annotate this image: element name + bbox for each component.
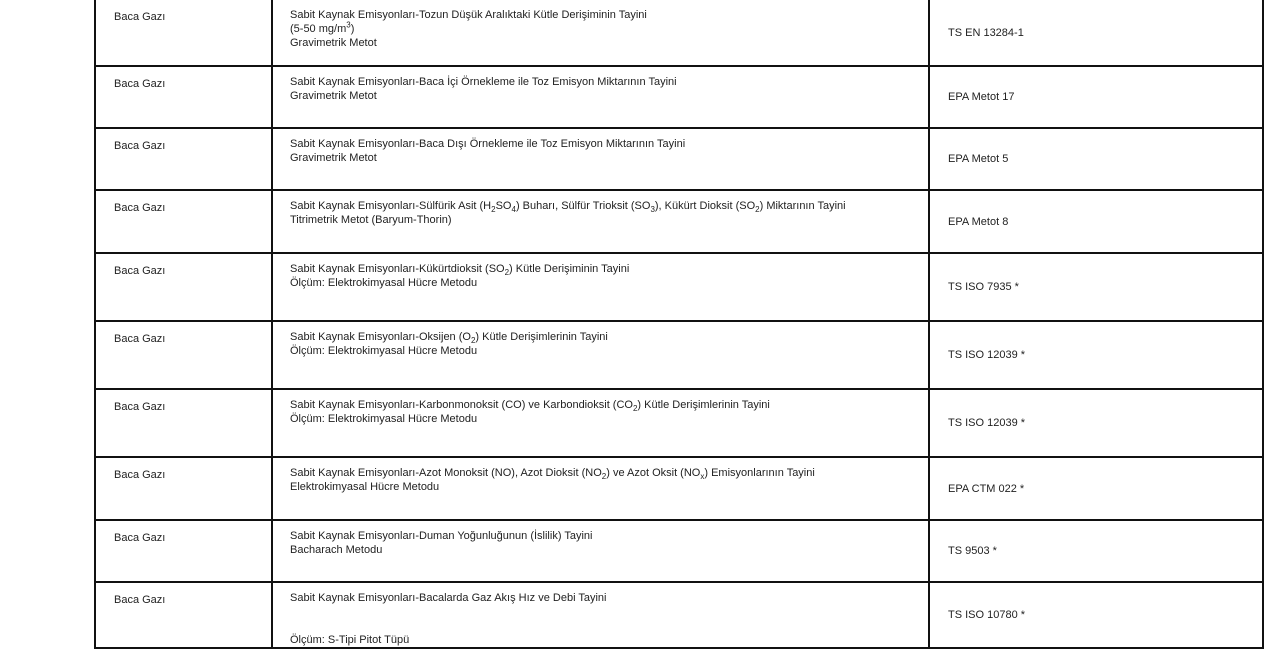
table-row: [95, 0, 1263, 66]
matrix-cell: Baca Gazı: [95, 66, 272, 128]
table-row: [95, 389, 1263, 457]
method-cell: TS ISO 12039 *: [929, 389, 1263, 457]
method-cell: EPA Metot 17: [929, 66, 1263, 128]
description-cell: Sabit Kaynak Emisyonları-Tozun Düşük Aralıktaki Kütle Derişiminin Tayini (5-50 $mg/m^3$) Gravimetrik Metot: [272, 0, 929, 66]
description-cell: Sabit Kaynak Emisyonları-Baca İçi Örnekleme ile Toz Emisyon Miktarının Tayini Gravimetrik Metot: [272, 66, 929, 128]
method-cell: TS EN 13284-1: [929, 0, 1263, 66]
description-cell: Sabit Kaynak Emisyonları-Azot Monoksit (NO), Azot Dioksit $(NO_2)$ ve Azot Oksit $(NO_x)$ Emisyonlarının Tayini Elektrokimyasal Hücre Metodu: [272, 457, 929, 520]
table-row: [95, 520, 1263, 582]
method-cell: TS ISO 12039 *: [929, 321, 1263, 389]
matrix-cell: Baca Gazı: [95, 520, 272, 582]
table-row: [95, 582, 1263, 648]
matrix-cell: Baca Gazı: [95, 321, 272, 389]
method-cell: TS ISO 7935 *: [929, 253, 1263, 321]
matrix-cell: Baca Gazı: [95, 582, 272, 648]
method-cell: EPA Metot 8: [929, 190, 1263, 253]
description-cell: Sabit Kaynak Emisyonları-Bacalarda Gaz Akış Hız ve Debi Tayini Ölçüm: S-Tipi Pitot Tüpü: [272, 582, 929, 648]
matrix-cell: Baca Gazı: [95, 190, 272, 253]
table-row: [95, 457, 1263, 520]
table-row: [95, 66, 1263, 128]
description-cell: Sabit Kaynak Emisyonları-Oksijen $(O_2)$ Kütle Derişimlerinin Tayini Ölçüm: Elektrokimyasal Hücre Metodu: [272, 321, 929, 389]
matrix-cell: Baca Gazı: [95, 457, 272, 520]
description-cell: Sabit Kaynak Emisyonları-Baca Dışı Örnekleme ile Toz Emisyon Miktarının Tayini Gravimetrik Metot: [272, 128, 929, 190]
description-cell: Sabit Kaynak Emisyonları-Karbonmonoksit (CO) ve Karbondioksit $(CO_2)$ Kütle Derişimlerinin Tayini Ölçüm: Elektrokimyasal Hücre Metodu: [272, 389, 929, 457]
matrix-cell: Baca Gazı: [95, 253, 272, 321]
method-cell: TS 9503 *: [929, 520, 1263, 582]
description-cell: Sabit Kaynak Emisyonları-Sülfürik Asit $(H_2SO_4)$ Buharı, Sülfür Trioksit $(SO_3)$, Kükürt Dioksit $(SO_2)$ Miktarının Tayini Titrimetrik Metot (Baryum-Thorin): [272, 190, 929, 253]
matrix-cell: Baca Gazı: [95, 0, 272, 66]
description-cell: Sabit Kaynak Emisyonları-Duman Yoğunluğunun (İslilik) Tayini Bacharach Metodu: [272, 520, 929, 582]
test-methods-table: [94, 0, 1264, 649]
method-cell: EPA Metot 5: [929, 128, 1263, 190]
table-row: [95, 253, 1263, 321]
method-cell: TS ISO 10780 *: [929, 582, 1263, 648]
method-cell: EPA CTM 022 *: [929, 457, 1263, 520]
matrix-cell: Baca Gazı: [95, 389, 272, 457]
description-cell: Sabit Kaynak Emisyonları-Kükürtdioksit $(SO_2)$ Kütle Derişiminin Tayini Ölçüm: Elektrokimyasal Hücre Metodu: [272, 253, 929, 321]
table-row: [95, 321, 1263, 389]
table-row: [95, 128, 1263, 190]
table-row: [95, 190, 1263, 253]
matrix-cell: Baca Gazı: [95, 128, 272, 190]
